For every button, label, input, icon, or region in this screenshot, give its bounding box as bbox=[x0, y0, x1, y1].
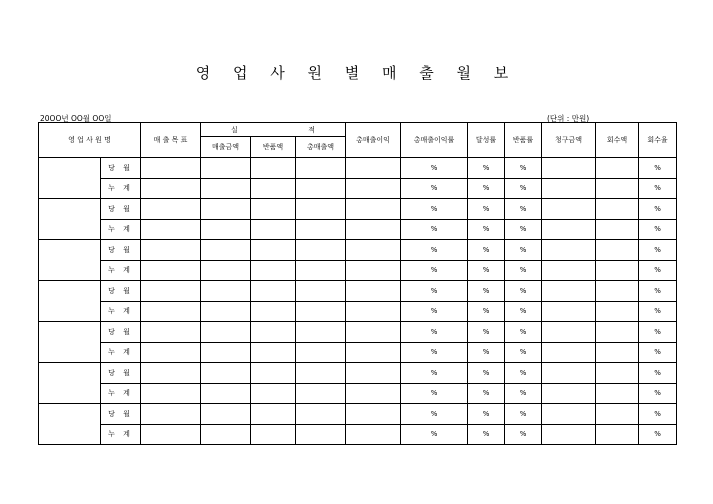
value-cell[interactable] bbox=[346, 199, 401, 220]
percent-cell[interactable]: % bbox=[468, 342, 505, 363]
row-kind-label: 누 계 bbox=[101, 383, 141, 404]
value-cell[interactable] bbox=[201, 322, 251, 343]
percent-cell[interactable]: % bbox=[505, 260, 542, 281]
percent-cell[interactable]: % bbox=[639, 383, 677, 404]
value-cell[interactable] bbox=[542, 404, 596, 425]
value-cell[interactable] bbox=[296, 301, 346, 322]
date-label: 20OO년 OO월 OO일 bbox=[40, 114, 112, 123]
percent-cell[interactable]: % bbox=[505, 281, 542, 302]
percent-cell[interactable]: % bbox=[468, 322, 505, 343]
table-row bbox=[39, 342, 677, 363]
value-cell[interactable] bbox=[596, 219, 639, 240]
value-cell[interactable] bbox=[141, 219, 201, 240]
row-kind-label: 당 월 bbox=[101, 322, 141, 343]
table-row bbox=[39, 219, 677, 240]
value-cell[interactable] bbox=[542, 301, 596, 322]
value-cell[interactable] bbox=[596, 301, 639, 322]
table-row bbox=[39, 301, 677, 322]
percent-cell[interactable]: % bbox=[468, 301, 505, 322]
value-cell[interactable] bbox=[201, 260, 251, 281]
salesperson-name-cell[interactable] bbox=[39, 322, 101, 363]
value-cell[interactable] bbox=[141, 240, 201, 261]
value-cell[interactable] bbox=[296, 322, 346, 343]
value-cell[interactable] bbox=[141, 199, 201, 220]
percent-cell[interactable]: % bbox=[505, 424, 542, 445]
value-cell[interactable] bbox=[346, 322, 401, 343]
row-kind-label: 당 월 bbox=[101, 281, 141, 302]
percent-cell[interactable]: % bbox=[468, 199, 505, 220]
percent-cell[interactable]: % bbox=[505, 322, 542, 343]
value-cell[interactable] bbox=[346, 363, 401, 384]
percent-cell[interactable]: % bbox=[639, 342, 677, 363]
value-cell[interactable] bbox=[296, 240, 346, 261]
value-cell[interactable] bbox=[296, 404, 346, 425]
value-cell[interactable] bbox=[296, 363, 346, 384]
value-cell[interactable] bbox=[596, 199, 639, 220]
header-target: 매 출 목 표 bbox=[141, 123, 201, 158]
value-cell[interactable] bbox=[346, 281, 401, 302]
percent-cell[interactable]: % bbox=[401, 383, 468, 404]
table-row bbox=[39, 260, 677, 281]
value-cell[interactable] bbox=[251, 240, 296, 261]
value-cell[interactable] bbox=[201, 281, 251, 302]
value-cell[interactable] bbox=[141, 301, 201, 322]
table-row bbox=[39, 424, 677, 445]
value-cell[interactable] bbox=[296, 383, 346, 404]
value-cell[interactable] bbox=[141, 178, 201, 199]
row-kind-label: 당 월 bbox=[101, 363, 141, 384]
percent-cell[interactable]: % bbox=[639, 260, 677, 281]
value-cell[interactable] bbox=[141, 281, 201, 302]
percent-cell[interactable]: % bbox=[505, 342, 542, 363]
percent-cell[interactable]: % bbox=[505, 404, 542, 425]
value-cell[interactable] bbox=[296, 424, 346, 445]
percent-cell[interactable]: % bbox=[639, 219, 677, 240]
value-cell[interactable] bbox=[596, 424, 639, 445]
row-kind-label: 누 계 bbox=[101, 424, 141, 445]
value-cell[interactable] bbox=[596, 363, 639, 384]
value-cell[interactable] bbox=[596, 178, 639, 199]
value-cell[interactable] bbox=[296, 199, 346, 220]
row-kind-label: 누 계 bbox=[101, 178, 141, 199]
value-cell[interactable] bbox=[596, 342, 639, 363]
value-cell[interactable] bbox=[542, 424, 596, 445]
table-row bbox=[39, 199, 677, 220]
salesperson-name-cell[interactable] bbox=[39, 281, 101, 322]
percent-cell[interactable]: % bbox=[639, 363, 677, 384]
value-cell[interactable] bbox=[346, 219, 401, 240]
value-cell[interactable] bbox=[201, 199, 251, 220]
value-cell[interactable] bbox=[542, 342, 596, 363]
percent-cell[interactable]: % bbox=[505, 219, 542, 240]
table-row bbox=[39, 383, 677, 404]
value-cell[interactable] bbox=[542, 281, 596, 302]
percent-cell[interactable]: % bbox=[505, 301, 542, 322]
percent-cell[interactable]: % bbox=[401, 260, 468, 281]
percent-cell[interactable]: % bbox=[639, 281, 677, 302]
value-cell[interactable] bbox=[296, 158, 346, 179]
value-cell[interactable] bbox=[596, 260, 639, 281]
value-cell[interactable] bbox=[542, 178, 596, 199]
percent-cell[interactable]: % bbox=[401, 363, 468, 384]
value-cell[interactable] bbox=[141, 424, 201, 445]
value-cell[interactable] bbox=[251, 363, 296, 384]
percent-cell[interactable]: % bbox=[505, 240, 542, 261]
value-cell[interactable] bbox=[542, 383, 596, 404]
value-cell[interactable] bbox=[201, 424, 251, 445]
value-cell[interactable] bbox=[542, 219, 596, 240]
table-row bbox=[39, 158, 677, 179]
row-kind-label: 누 계 bbox=[101, 219, 141, 240]
salesperson-name-cell[interactable] bbox=[39, 404, 101, 445]
percent-cell[interactable]: % bbox=[468, 424, 505, 445]
value-cell[interactable] bbox=[542, 240, 596, 261]
percent-cell[interactable]: % bbox=[639, 424, 677, 445]
row-kind-label: 당 월 bbox=[101, 240, 141, 261]
value-cell[interactable] bbox=[542, 260, 596, 281]
page-title: 영 업 사 원 별 매 출 월 보 bbox=[195, 64, 518, 82]
percent-cell[interactable]: % bbox=[639, 199, 677, 220]
value-cell[interactable] bbox=[141, 260, 201, 281]
value-cell[interactable] bbox=[596, 158, 639, 179]
percent-cell[interactable]: % bbox=[468, 404, 505, 425]
value-cell[interactable] bbox=[251, 301, 296, 322]
value-cell[interactable] bbox=[346, 342, 401, 363]
value-cell[interactable] bbox=[251, 342, 296, 363]
unit-label: (단위 : 만원) bbox=[547, 114, 590, 123]
value-cell[interactable] bbox=[141, 363, 201, 384]
percent-cell[interactable]: % bbox=[639, 404, 677, 425]
percent-cell[interactable]: % bbox=[639, 158, 677, 179]
percent-cell[interactable]: % bbox=[505, 178, 542, 199]
header-billed-amount: 청구금액 bbox=[542, 123, 596, 158]
percent-cell[interactable]: % bbox=[505, 199, 542, 220]
value-cell[interactable] bbox=[346, 424, 401, 445]
value-cell[interactable] bbox=[596, 281, 639, 302]
value-cell[interactable] bbox=[251, 260, 296, 281]
header-return-rate: 반품률 bbox=[505, 123, 542, 158]
percent-cell[interactable]: % bbox=[401, 342, 468, 363]
value-cell[interactable] bbox=[201, 342, 251, 363]
row-kind-label: 당 월 bbox=[101, 199, 141, 220]
value-cell[interactable] bbox=[141, 322, 201, 343]
header-gross-profit: 총매출이익 bbox=[346, 123, 401, 158]
header-actual-1: 실 bbox=[231, 125, 244, 134]
value-cell[interactable] bbox=[141, 158, 201, 179]
header-salesperson: 영 업 사 원 명 bbox=[39, 123, 141, 158]
header-gross-profit-rate: 총매출이익률 bbox=[401, 123, 468, 158]
value-cell[interactable] bbox=[296, 260, 346, 281]
percent-cell[interactable]: % bbox=[468, 158, 505, 179]
value-cell[interactable] bbox=[201, 178, 251, 199]
header-total-sales: 총매출액 bbox=[296, 137, 346, 158]
value-cell[interactable] bbox=[141, 404, 201, 425]
value-cell[interactable] bbox=[346, 404, 401, 425]
percent-cell[interactable]: % bbox=[468, 363, 505, 384]
salesperson-name-cell[interactable] bbox=[39, 363, 101, 404]
value-cell[interactable] bbox=[201, 404, 251, 425]
value-cell[interactable] bbox=[251, 383, 296, 404]
value-cell[interactable] bbox=[542, 199, 596, 220]
value-cell[interactable] bbox=[201, 363, 251, 384]
percent-cell[interactable]: % bbox=[401, 301, 468, 322]
value-cell[interactable] bbox=[201, 158, 251, 179]
value-cell[interactable] bbox=[596, 404, 639, 425]
salesperson-name-cell[interactable] bbox=[39, 158, 101, 199]
value-cell[interactable] bbox=[596, 383, 639, 404]
percent-cell[interactable]: % bbox=[639, 301, 677, 322]
percent-cell[interactable]: % bbox=[468, 219, 505, 240]
sales-report-table bbox=[38, 122, 677, 445]
percent-cell[interactable]: % bbox=[401, 219, 468, 240]
value-cell[interactable] bbox=[251, 199, 296, 220]
value-cell[interactable] bbox=[296, 342, 346, 363]
table-row bbox=[39, 322, 677, 343]
table-row bbox=[39, 178, 677, 199]
value-cell[interactable] bbox=[251, 424, 296, 445]
percent-cell[interactable]: % bbox=[468, 281, 505, 302]
value-cell[interactable] bbox=[346, 301, 401, 322]
percent-cell[interactable]: % bbox=[505, 363, 542, 384]
value-cell[interactable] bbox=[346, 178, 401, 199]
table-row bbox=[39, 240, 677, 261]
value-cell[interactable] bbox=[296, 219, 346, 240]
table-row bbox=[39, 281, 677, 302]
header-collected-amount: 회수액 bbox=[596, 123, 639, 158]
value-cell[interactable] bbox=[596, 240, 639, 261]
value-cell[interactable] bbox=[251, 219, 296, 240]
header-achievement-rate: 달성률 bbox=[468, 123, 505, 158]
value-cell[interactable] bbox=[596, 322, 639, 343]
percent-cell[interactable]: % bbox=[401, 158, 468, 179]
percent-cell[interactable]: % bbox=[639, 322, 677, 343]
value-cell[interactable] bbox=[542, 322, 596, 343]
value-cell[interactable] bbox=[542, 158, 596, 179]
percent-cell[interactable]: % bbox=[505, 383, 542, 404]
value-cell[interactable] bbox=[251, 281, 296, 302]
percent-cell[interactable]: % bbox=[401, 404, 468, 425]
percent-cell[interactable]: % bbox=[401, 424, 468, 445]
value-cell[interactable] bbox=[201, 219, 251, 240]
percent-cell[interactable]: % bbox=[401, 240, 468, 261]
row-kind-label: 누 계 bbox=[101, 260, 141, 281]
header-collection-rate: 회수율 bbox=[639, 123, 677, 158]
value-cell[interactable] bbox=[201, 301, 251, 322]
header-actual bbox=[201, 123, 346, 137]
value-cell[interactable] bbox=[251, 322, 296, 343]
percent-cell[interactable]: % bbox=[468, 383, 505, 404]
header-actual-2: 적 bbox=[308, 125, 315, 134]
salesperson-name-cell[interactable] bbox=[39, 240, 101, 281]
row-kind-label: 누 계 bbox=[101, 301, 141, 322]
value-cell[interactable] bbox=[251, 178, 296, 199]
percent-cell[interactable]: % bbox=[401, 199, 468, 220]
value-cell[interactable] bbox=[251, 158, 296, 179]
value-cell[interactable] bbox=[542, 363, 596, 384]
value-cell[interactable] bbox=[201, 240, 251, 261]
value-cell[interactable] bbox=[251, 404, 296, 425]
salesperson-name-cell[interactable] bbox=[39, 199, 101, 240]
value-cell[interactable] bbox=[296, 178, 346, 199]
row-kind-label: 당 월 bbox=[101, 158, 141, 179]
percent-cell[interactable]: % bbox=[639, 178, 677, 199]
percent-cell[interactable]: % bbox=[505, 158, 542, 179]
value-cell[interactable] bbox=[141, 383, 201, 404]
row-kind-label: 누 계 bbox=[101, 342, 141, 363]
value-cell[interactable] bbox=[296, 281, 346, 302]
value-cell[interactable] bbox=[141, 342, 201, 363]
value-cell[interactable] bbox=[201, 383, 251, 404]
value-cell[interactable] bbox=[346, 383, 401, 404]
header-returns-amount: 반품액 bbox=[251, 137, 296, 158]
value-cell[interactable] bbox=[346, 158, 401, 179]
percent-cell[interactable]: % bbox=[401, 178, 468, 199]
percent-cell[interactable]: % bbox=[639, 240, 677, 261]
value-cell[interactable] bbox=[346, 240, 401, 261]
percent-cell[interactable]: % bbox=[468, 178, 505, 199]
percent-cell[interactable]: % bbox=[401, 322, 468, 343]
value-cell[interactable] bbox=[346, 260, 401, 281]
row-kind-label: 당 월 bbox=[101, 404, 141, 425]
table-row bbox=[39, 404, 677, 425]
percent-cell[interactable]: % bbox=[468, 260, 505, 281]
percent-cell[interactable]: % bbox=[468, 240, 505, 261]
percent-cell[interactable]: % bbox=[401, 281, 468, 302]
header-sales-amount: 매출금액 bbox=[201, 137, 251, 158]
table-row bbox=[39, 363, 677, 384]
